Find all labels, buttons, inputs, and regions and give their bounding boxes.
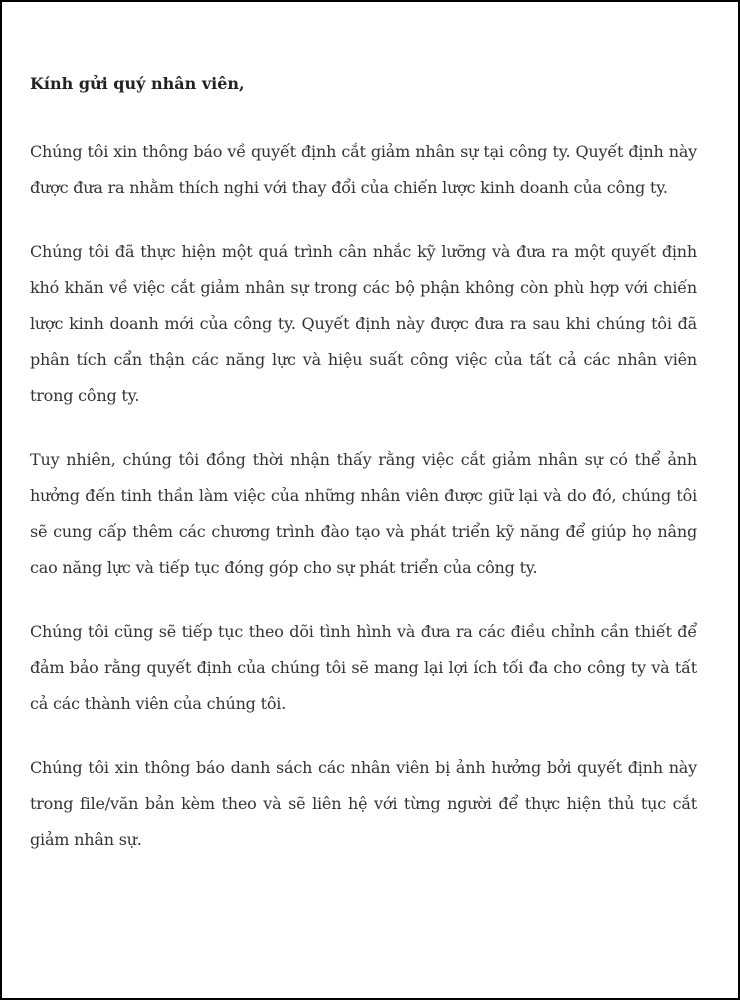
letter-greeting: Kính gửi quý nhân viên, (30, 74, 245, 93)
letter-paragraph-3: Tuy nhiên, chúng tôi đồng thời nhận thấy rằng việc cắt giảm nhân sự có thể ảnh hưởng đến tinh thần làm việc của những nhân viên được giữ lại và do đó, chúng tôi sẽ cung cấp thêm các chương trình đào tạo và phát triển kỹ năng để giúp họ nâng cao năng lực và tiếp tục đóng góp cho sự phát triển của công ty. (30, 450, 697, 577)
letter-paragraph-5: Chúng tôi xin thông báo danh sách các nhân viên bị ảnh hưởng bởi quyết định này trong file/văn bản kèm theo và sẽ liên hệ với từng người để thực hiện thủ tục cắt giảm nhân sự. (30, 758, 697, 849)
letter-paragraph-2: Chúng tôi đã thực hiện một quá trình cân nhắc kỹ lưỡng và đưa ra một quyết định khó khăn về việc cắt giảm nhân sự trong các bộ phận không còn phù hợp với chiến lược kinh doanh mới của công ty. Quyết định này được đưa ra sau khi chúng tôi đã phân tích cẩn thận các năng lực và hiệu suất công việc của tất cả các nhân viên trong công ty. (30, 242, 697, 405)
letter-paragraph-4: Chúng tôi cũng sẽ tiếp tục theo dõi tình hình và đưa ra các điều chỉnh cần thiết để đảm bảo rằng quyết định của chúng tôi sẽ mang lại lợi ích tối đa cho công ty và tất cả các thành viên của chúng tôi. (30, 622, 697, 713)
letter-paragraph-1: Chúng tôi xin thông báo về quyết định cắt giảm nhân sự tại công ty. Quyết định này được đưa ra nhằm thích nghi với thay đổi của chiến lược kinh doanh của công ty. (30, 142, 697, 197)
